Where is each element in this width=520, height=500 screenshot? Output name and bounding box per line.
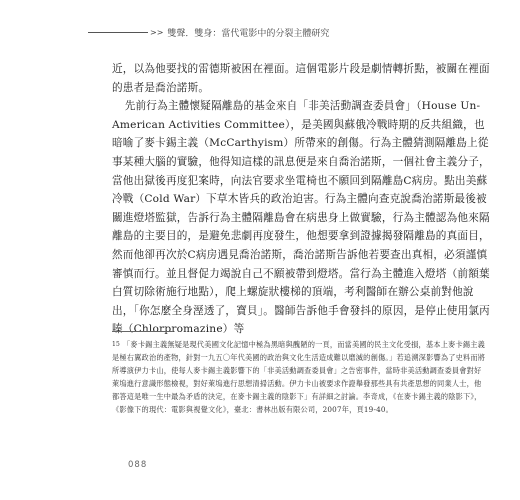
header-arrows: >> <box>150 28 164 37</box>
footnote <box>112 338 488 417</box>
page-number: 088 <box>128 460 148 470</box>
footnote-rule <box>112 331 172 332</box>
paragraph-1: 近，以為他要找的雷德斯被困在裡面。這個電影片段是劇情轉折點，被關在裡面的患者是喬治諾斯。 <box>112 63 490 94</box>
body-text <box>112 60 492 339</box>
footnote-number: 15 <box>112 341 121 348</box>
running-header <box>88 26 508 39</box>
paragraph-2: 先前行為主體懷疑隔離島的基金來自「非美活動調查委員會」（House Un-American Activities Committee），是美國與蘇俄冷戰時期的反共組織，也暗喻了麥卡錫主義（McCarthyism）所帶來的創傷。行為主體猜測隔離島上從事某種大腦的實驗，他得知這樣的訊息便是來自喬治諾斯，一個社會主義分子，當他出獄後再度犯案時，向法官要求坐電椅也不願回到隔離島C病房。點出美蘇冷戰（Cold War）下草木皆兵的政治迫害。行為主體向查克說喬治諾斯最後被關進燈塔監獄，告訴行為主體隔離島會在病患身上做實驗，行為主體認為他來隔離島的主要目的，是避免悲劇再度發生，他想要拿到證據揭發隔離島的真面目，然而他卻再次於C病房遇見喬治諾斯，喬治諾斯告訴他若要查出真相，必須謹慎審慎而行。並且督促力竭說自己不願被帶到燈塔。當行為主體進入燈塔（前額葉白質切除術施行地點），爬上螺旋狀樓梯的頂端，考利醫師在辦公桌前對他說出，「你怎麼全身溼透了，寶貝」。醫師告訴他手會發抖的原因，是停止使用氯丙嗪（Chlorpromazine）等 <box>112 100 490 336</box>
header-rule <box>88 32 148 33</box>
footnote-text: 「麥卡錫主義無疑是現代美國文化記憶中極為黑暗與醜陋的一頁，而當美國的民主文化受損，基本上麥卡錫主義是極右翼政治的產物，針對一九五〇年代美國的政治與文化生活造成難以磨滅的創傷。」若追溯深影響為了史料而將所導演伊力卡山，使每人麥卡錫主義影響下的「非美活動調查委員會」之告密事件，當時非美活動調查委員會對好萊塢進行意識形態檢視，對好萊塢進行思想清掃活動。伊力卡山被要求作證舉發那些具有共產思想的同業人士，他都答這是唯一生中最為矛盾的決定，在麥卡錫主義的陰影下」有詳細之討論。李奇成，《在麥卡錫主義的陰影下》，《影像下的現代：電影與視覺文化》，臺北：書林出版有限公司，2007年，頁19-40。 <box>112 340 486 415</box>
header-title: 雙聲．雙身：當代電影中的分裂主體研究 <box>167 29 330 39</box>
